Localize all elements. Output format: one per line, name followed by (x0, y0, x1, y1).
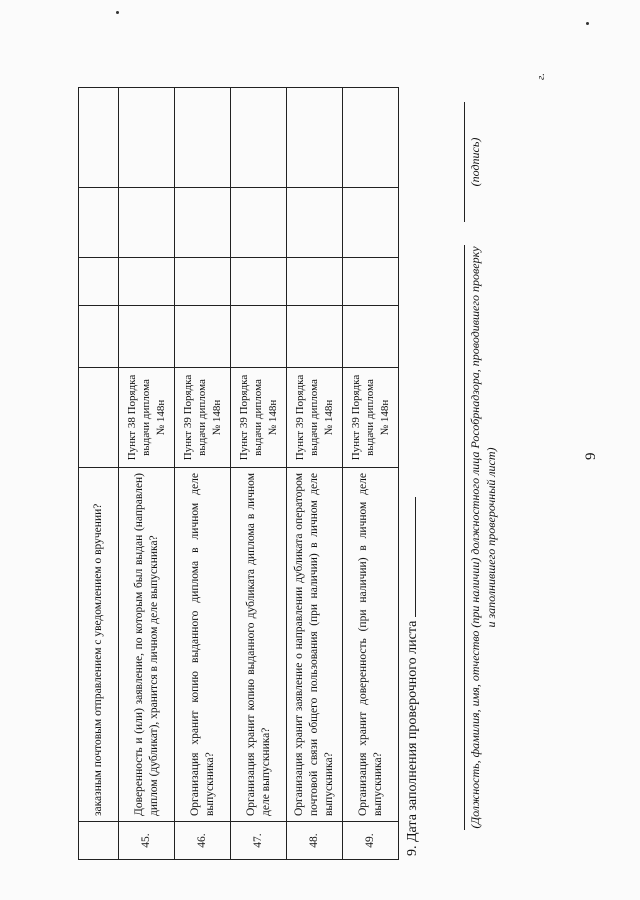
checklist-table (78, 87, 399, 860)
row-number: 49. (343, 822, 399, 860)
official-name-line[interactable] (464, 245, 465, 830)
answer-yes-cell[interactable] (287, 306, 343, 368)
section-9-title (403, 497, 421, 856)
answer-yes-cell[interactable] (343, 306, 399, 368)
row-number: 47. (231, 822, 287, 860)
page-number: 9 (583, 452, 599, 460)
table-row (287, 88, 343, 860)
row-number: 46. (175, 822, 231, 860)
table-row (231, 88, 287, 860)
question-cell: Организация хранит доверенность (при наличии) в личном деле выпускника? (343, 468, 399, 822)
note-cell[interactable] (175, 88, 231, 188)
answer-na-cell[interactable] (119, 188, 175, 258)
answer-na-cell[interactable] (287, 188, 343, 258)
date-fill-line[interactable] (403, 497, 416, 617)
table-row (79, 88, 119, 860)
question-cell: Организация хранит копию выданного дубликата диплома в личном деле выпускника? (231, 468, 287, 822)
section-9-label: 9. Дата заполнения проверочного листа (405, 620, 420, 856)
table-row (343, 88, 399, 860)
signature-caption: (подпись) (468, 137, 482, 187)
note-cell[interactable] (119, 88, 175, 188)
answer-no-cell[interactable] (119, 258, 175, 306)
table-row (175, 88, 231, 860)
answer-no-cell[interactable] (79, 258, 119, 306)
answer-no-cell[interactable] (175, 258, 231, 306)
answer-yes-cell[interactable] (175, 306, 231, 368)
note-cell[interactable] (287, 88, 343, 188)
note-cell[interactable] (343, 88, 399, 188)
reference-cell: Пункт 38 Порядка выдачи диплома № 148н (119, 368, 175, 468)
answer-no-cell[interactable] (287, 258, 343, 306)
row-number: 48. (287, 822, 343, 860)
reference-cell: Пункт 39 Порядка выдачи диплома № 148н (175, 368, 231, 468)
reference-cell: Пункт 39 Порядка выдачи диплома № 148н (231, 368, 287, 468)
row-number (79, 822, 119, 860)
row-number: 45. (119, 822, 175, 860)
answer-na-cell[interactable] (175, 188, 231, 258)
official-caption: (Должность, фамилия, имя, отчество (при наличии) должностного лица Рособрнадзора, проводившего проверку и заполнившего проверочный лист) (468, 246, 498, 829)
reference-cell: Пункт 39 Порядка выдачи диплома № 148н (287, 368, 343, 468)
answer-na-cell[interactable] (231, 188, 287, 258)
note-cell[interactable] (231, 88, 287, 188)
reference-cell (79, 368, 119, 468)
table-row (119, 88, 175, 860)
answer-yes-cell[interactable] (79, 306, 119, 368)
answer-no-cell[interactable] (343, 258, 399, 306)
question-cell: Организация хранит заявление о направлении дубликата оператором почтовой связи общего пользования (при наличии) в личном деле выпускника? (287, 468, 343, 822)
answer-na-cell[interactable] (79, 188, 119, 258)
signature-line[interactable] (464, 102, 465, 222)
question-cell: Организация хранит копию выданного диплома в личном деле выпускника? (175, 468, 231, 822)
question-cell: Доверенность и (или) заявление, по которым был выдан (направлен) диплом (дубликат), хранится в личном деле выпускника? (119, 468, 175, 822)
reference-cell: Пункт 39 Порядка выдачи диплома № 148н (343, 368, 399, 468)
answer-no-cell[interactable] (231, 258, 287, 306)
year-mark: г. (535, 73, 547, 80)
answer-yes-cell[interactable] (119, 306, 175, 368)
answer-na-cell[interactable] (343, 188, 399, 258)
question-cell: заказным почтовым отправлением с уведомлением о вручении? (79, 468, 119, 822)
note-cell[interactable] (79, 88, 119, 188)
answer-yes-cell[interactable] (231, 306, 287, 368)
